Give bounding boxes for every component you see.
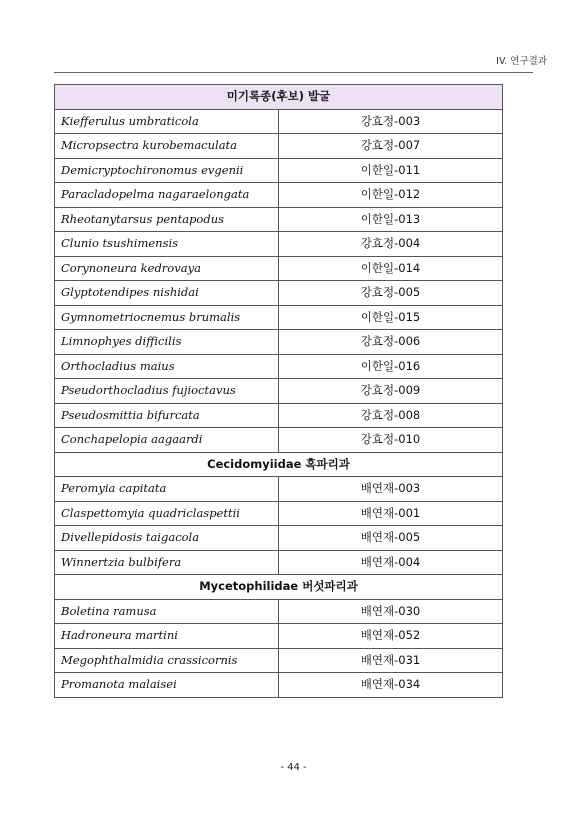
specimen-code: 배연재-003 (279, 477, 503, 502)
specimen-code: 배연재-004 (279, 550, 503, 575)
specimen-code: 배연재-031 (279, 648, 503, 673)
specimen-code: 배연재-030 (279, 599, 503, 624)
species-name: Pseudorthocladius fujioctavus (55, 379, 279, 404)
specimen-code: 이한일-013 (279, 207, 503, 232)
specimen-code: 강효정-004 (279, 232, 503, 257)
table-row (55, 428, 503, 453)
section-title: 미기록종(후보) 발굴 (55, 85, 503, 110)
species-name: Orthocladius maius (55, 354, 279, 379)
specimen-code: 배연재-034 (279, 673, 503, 698)
specimen-code: 이한일-012 (279, 183, 503, 208)
page-number: - 44 - (280, 762, 307, 773)
table-row (55, 232, 503, 257)
table-row (55, 281, 503, 306)
species-name: Megophthalmidia crassicornis (55, 648, 279, 673)
specimen-code: 강효정-007 (279, 134, 503, 159)
section-title: Cecidomyiidae 혹파리과 (55, 452, 503, 477)
specimen-code: 강효정-003 (279, 109, 503, 134)
table-row (55, 109, 503, 134)
running-head: IV. 연구결과 (496, 56, 547, 67)
top-rule (54, 72, 533, 73)
species-name: Pseudosmittia bifurcata (55, 403, 279, 428)
species-name: Boletina ramusa (55, 599, 279, 624)
species-name: Paracladopelma nagaraelongata (55, 183, 279, 208)
species-table-body (55, 85, 503, 698)
table-row (55, 379, 503, 404)
specimen-code: 배연재-005 (279, 526, 503, 551)
specimen-code: 이한일-015 (279, 305, 503, 330)
table-row (55, 183, 503, 208)
specimen-code: 강효정-006 (279, 330, 503, 355)
specimen-code: 강효정-005 (279, 281, 503, 306)
species-name: Hadroneura martini (55, 624, 279, 649)
species-name: Glyptotendipes nishidai (55, 281, 279, 306)
table-row (55, 599, 503, 624)
species-name: Clunio tsushimensis (55, 232, 279, 257)
species-name: Divellepidosis taigacola (55, 526, 279, 551)
section-title: Mycetophilidae 버섯파리과 (55, 575, 503, 600)
species-name: Winnertzia bulbifera (55, 550, 279, 575)
table-row (55, 403, 503, 428)
species-name: Rheotanytarsus pentapodus (55, 207, 279, 232)
species-name: Demicryptochironomus evgenii (55, 158, 279, 183)
specimen-code: 강효정-009 (279, 379, 503, 404)
specimen-code: 배연재-052 (279, 624, 503, 649)
table-row (55, 526, 503, 551)
table-row (55, 305, 503, 330)
specimen-code: 이한일-014 (279, 256, 503, 281)
section-header-row (55, 452, 503, 477)
specimen-code: 강효정-010 (279, 428, 503, 453)
section-header-row (55, 575, 503, 600)
species-name: Limnophyes difficilis (55, 330, 279, 355)
species-name: Gymnometriocnemus brumalis (55, 305, 279, 330)
table-row (55, 624, 503, 649)
species-table (54, 84, 503, 698)
table-row (55, 207, 503, 232)
species-name: Claspettomyia quadriclaspettii (55, 501, 279, 526)
table-row (55, 550, 503, 575)
species-name: Micropsectra kurobemaculata (55, 134, 279, 159)
table-row (55, 158, 503, 183)
table-row (55, 330, 503, 355)
species-name: Peromyia capitata (55, 477, 279, 502)
species-name: Conchapelopia aagaardi (55, 428, 279, 453)
specimen-code: 이한일-011 (279, 158, 503, 183)
table-row (55, 648, 503, 673)
specimen-code: 배연재-001 (279, 501, 503, 526)
section-header-row (55, 85, 503, 110)
species-name: Corynoneura kedrovaya (55, 256, 279, 281)
specimen-code: 강효정-008 (279, 403, 503, 428)
table-row (55, 354, 503, 379)
table-row (55, 673, 503, 698)
table-row (55, 501, 503, 526)
table-row (55, 477, 503, 502)
table-row (55, 134, 503, 159)
species-name: Promanota malaisei (55, 673, 279, 698)
species-name: Kiefferulus umbraticola (55, 109, 279, 134)
table-row (55, 256, 503, 281)
specimen-code: 이한일-016 (279, 354, 503, 379)
